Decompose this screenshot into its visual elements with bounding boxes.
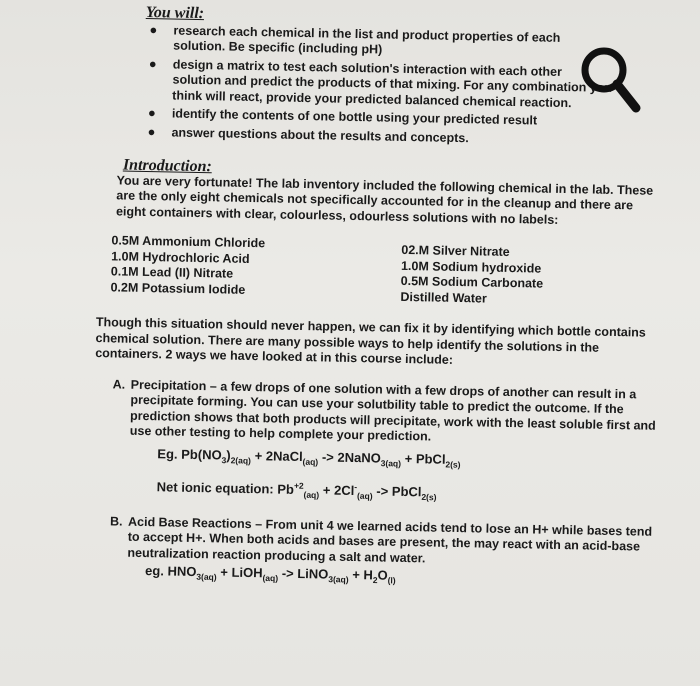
introduction-text: You are very fortunate! The lab inventory included the following chemical in the lab. These are the only eight chemicals not specifically accounted for in the cleanup and there are eight containers with clear, colourless, odourless solutions with no labels:	[115, 172, 654, 227]
method-text: Acid Base Reactions – From unit 4 we learned acids tend to lose an H+ while bases tend to accept H+. When both acids and bases are present, the may react with an acid-base neutralization reaction producing a salt and water.	[127, 514, 653, 565]
chemical-item: 0.5M Ammonium Chloride	[111, 233, 266, 251]
chemical-list	[110, 233, 691, 310]
task-text: answer questions about the results and concepts.	[171, 124, 469, 145]
task-text: research each chemical in the list and product properties of each solution. Be specific (including pH)	[173, 22, 561, 57]
net-ionic-label: Net ionic equation:	[156, 479, 274, 497]
task-list	[93, 21, 613, 148]
chemical-column-left	[110, 233, 401, 305]
method-letter: A.	[112, 376, 126, 392]
task-text: identify the contents of one bottle using your predicted result	[171, 106, 538, 128]
method-a	[112, 377, 658, 449]
chemical-column-right	[400, 243, 544, 308]
task-text: design a matrix to test each solution's interaction with each other solution and predict the products of that mixing. For any combination you think will react, provide your predicted balanced chemical reaction.	[172, 56, 613, 110]
task-item	[149, 21, 614, 62]
method-text: Precipitation – a few drops of one solution with a few drops of another can result in a precipitate forming. You can use your solutbility table to predict the outcome. If the prediction shows that both products will precipitate, work with the least soluble first and use other testing to help complete your prediction.	[129, 377, 656, 444]
chemical-item: Distilled Water	[400, 289, 487, 306]
you-will-heading: You will:	[145, 3, 205, 23]
method-letter: B.	[109, 513, 123, 529]
methods-paragraph: Though this situation should never happen, we can fix it by identifying which bottle contains chemical solution. There are many possible ways to help identify the solutions in the containers. 2 ways we have looked at in this course include:	[95, 315, 646, 367]
neutralization-equation: eg. $HNO_{3(aq)}$ + LiOH$_{(aq)}$ -> LiNO$_{3(aq)}$ + $H_2O_{(l)}$	[144, 563, 396, 586]
bullet-icon: ●	[149, 21, 158, 37]
bullet-icon: ●	[148, 55, 157, 71]
bullet-icon: ●	[147, 105, 156, 121]
introduction-heading: Introduction:	[122, 156, 212, 176]
chemical-item: 1.0M Sodium hydroxide	[400, 258, 542, 276]
eg-label: eg.	[144, 563, 165, 579]
chemical-item: 0.1M Lead (II) Nitrate	[110, 264, 234, 281]
method-b	[109, 514, 655, 571]
bullet-icon: ●	[147, 123, 156, 139]
precipitation-equation: Eg. $Pb(NO_3)_{2(aq)}$ + 2NaCl$_{(aq)}$ -> 2NaNO$_{3(aq)}$ + PbCl$_{2(s)}$	[157, 445, 461, 470]
task-item	[148, 55, 613, 112]
chemical-item: 02.M Silver Nitrate	[401, 242, 510, 259]
chemical-item: 1.0M Hydrochloric Acid	[111, 248, 250, 266]
eg-label: Eg.	[157, 445, 178, 462]
chemical-item: 0.5M Sodium Carbonate	[400, 273, 544, 291]
chemical-item: 0.2M Potassium Iodide	[110, 279, 246, 297]
magnifying-glass-icon	[578, 44, 644, 116]
net-ionic-equation: Net ionic equation: $Pb^{+2}_{(aq)} + 2Cl^-_{(aq)}$ -> PbCl$_{2(s)}$	[156, 479, 437, 503]
